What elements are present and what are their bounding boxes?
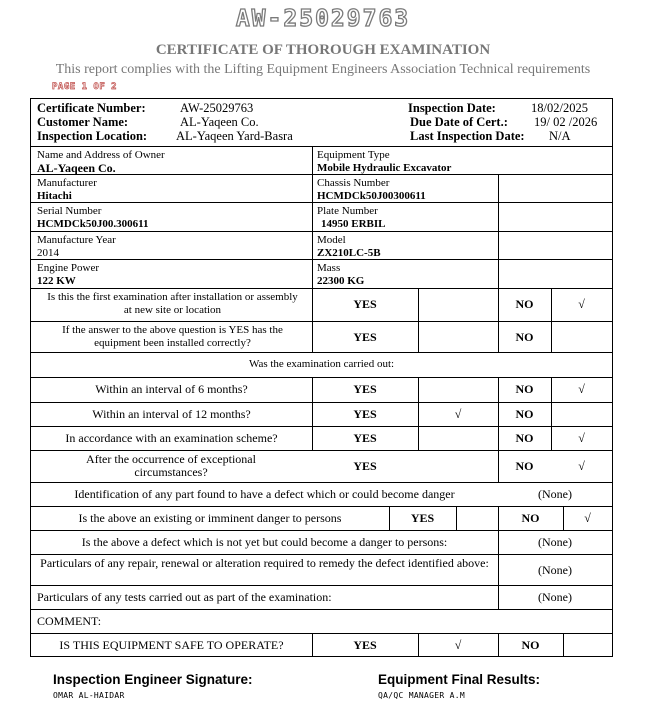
serial-value: HCMDCk50J00.300611 bbox=[37, 218, 149, 230]
page-label: PAGE 1 OF 2 bbox=[52, 82, 118, 92]
six-months-no-check: √ bbox=[578, 382, 585, 396]
due-date-label: Due Date of Cert.: bbox=[410, 115, 508, 129]
document-number: AW-25029763 bbox=[235, 6, 411, 32]
location-label: Inspection Location: bbox=[37, 129, 148, 143]
model-value: ZX210LC-5B bbox=[317, 247, 381, 259]
danger-no: NO bbox=[521, 511, 540, 525]
plate-label: Plate Number bbox=[317, 205, 378, 217]
owner-value: AL-Yaqeen Co. bbox=[37, 161, 116, 175]
serial-label: Serial Number bbox=[37, 205, 102, 217]
tests-answer: (None) bbox=[538, 590, 572, 604]
twelve-months-no: NO bbox=[515, 407, 534, 421]
cert-number-label: Certificate Number: bbox=[37, 101, 146, 115]
due-date-value: 19/ 02 /2026 bbox=[534, 115, 598, 129]
installed-no: NO bbox=[515, 330, 534, 344]
cert-number-value: AW-25029763 bbox=[180, 101, 254, 115]
comment-label: COMMENT: bbox=[37, 614, 102, 628]
danger-no-check: √ bbox=[584, 511, 591, 525]
location-value: AL-Yaqeen Yard-Basra bbox=[176, 129, 293, 143]
certificate-table bbox=[30, 98, 613, 657]
engineer-name: OMAR AL-HAIDAR bbox=[53, 691, 125, 700]
twelve-months-yes: YES bbox=[353, 407, 377, 421]
six-months-question: Within an interval of 6 months? bbox=[95, 382, 248, 396]
tests-question: Particulars of any tests carried out as part of the examination: bbox=[37, 590, 332, 604]
year-label: Manufacture Year bbox=[37, 234, 116, 246]
safe-no: NO bbox=[521, 638, 540, 652]
six-months-no: NO bbox=[515, 382, 534, 396]
last-inspection-value: N/A bbox=[549, 129, 571, 143]
safe-question: IS THIS EQUIPMENT SAFE TO OPERATE? bbox=[59, 638, 284, 652]
defect-id-answer: (None) bbox=[538, 487, 572, 501]
inspection-date-label: Inspection Date: bbox=[408, 101, 496, 115]
first-exam-no: NO bbox=[515, 297, 534, 311]
customer-label: Customer Name: bbox=[37, 115, 129, 129]
inspection-date-value: 18/02/2025 bbox=[531, 101, 588, 115]
future-danger-question: Is the above a defect which is not yet but could become a danger to persons: bbox=[81, 535, 448, 549]
carried-out-heading: Was the examination carried out: bbox=[248, 358, 395, 370]
first-exam-question: Is this the first examination after installation or assembly at new site or location bbox=[47, 291, 298, 316]
repairs-question: Particulars of any repair, renewal or alteration required to remedy the defect identified above: bbox=[40, 556, 489, 570]
owner-label: Name and Address of Owner bbox=[37, 149, 165, 161]
safe-yes-check: √ bbox=[454, 638, 462, 652]
repairs-answer: (None) bbox=[538, 563, 572, 577]
final-results-name: QA/QC MANAGER A.M bbox=[378, 691, 465, 700]
certificate-subtitle: This report complies with the Lifting Equipment Engineers Association Technical requirements bbox=[55, 62, 591, 77]
installed-yes: YES bbox=[353, 330, 377, 344]
power-label: Engine Power bbox=[37, 262, 100, 274]
mass-label: Mass bbox=[317, 262, 341, 274]
six-months-yes: YES bbox=[353, 382, 377, 396]
customer-value: AL-Yaqeen Co. bbox=[180, 115, 259, 129]
engineer-signature-label: Inspection Engineer Signature: bbox=[53, 672, 253, 687]
twelve-months-yes-check: √ bbox=[454, 407, 462, 421]
safe-yes: YES bbox=[353, 638, 377, 652]
certificate-title: CERTIFICATE OF THOROUGH EXAMINATION bbox=[155, 42, 491, 58]
future-danger-answer: (None) bbox=[538, 535, 572, 549]
exceptional-yes: YES bbox=[353, 459, 377, 473]
first-exam-yes: YES bbox=[353, 297, 377, 311]
twelve-months-question: Within an interval of 12 months? bbox=[92, 407, 251, 421]
scheme-yes: YES bbox=[353, 431, 377, 445]
danger-yes: YES bbox=[410, 511, 435, 525]
mass-value: 22300 KG bbox=[317, 275, 365, 287]
exceptional-no-check: √ bbox=[578, 459, 585, 473]
year-value: 2014 bbox=[37, 247, 59, 259]
final-results-label: Equipment Final Results: bbox=[378, 672, 541, 687]
exceptional-no: NO bbox=[515, 459, 534, 473]
chassis-value: HCMDCk50J00300611 bbox=[317, 190, 426, 202]
manufacturer-label: Manufacturer bbox=[37, 177, 97, 189]
scheme-no: NO bbox=[515, 431, 534, 445]
first-exam-no-check: √ bbox=[578, 297, 585, 311]
scheme-no-check: √ bbox=[578, 431, 585, 445]
equipment-type-value: Mobile Hydraulic Excavator bbox=[317, 162, 452, 174]
manufacturer-value: Hitachi bbox=[37, 190, 72, 202]
plate-value: 14950 ERBIL bbox=[321, 218, 386, 230]
last-inspection-label: Last Inspection Date: bbox=[410, 129, 525, 143]
equipment-type-label: Equipment Type bbox=[317, 149, 390, 161]
defect-id-question: Identification of any part found to have a defect which or could become danger bbox=[74, 487, 455, 501]
scheme-question: In accordance with an examination scheme? bbox=[65, 431, 278, 445]
danger-question: Is the above an existing or imminent danger to persons bbox=[78, 511, 342, 525]
installed-correctly-question: If the answer to the above question is YES has the equipment been installed correctly? bbox=[62, 324, 283, 349]
power-value: 122 KW bbox=[37, 275, 76, 287]
chassis-label: Chassis Number bbox=[317, 177, 390, 189]
model-label: Model bbox=[317, 234, 346, 246]
exceptional-question: After the occurrence of exceptional circumstances? bbox=[86, 452, 256, 479]
